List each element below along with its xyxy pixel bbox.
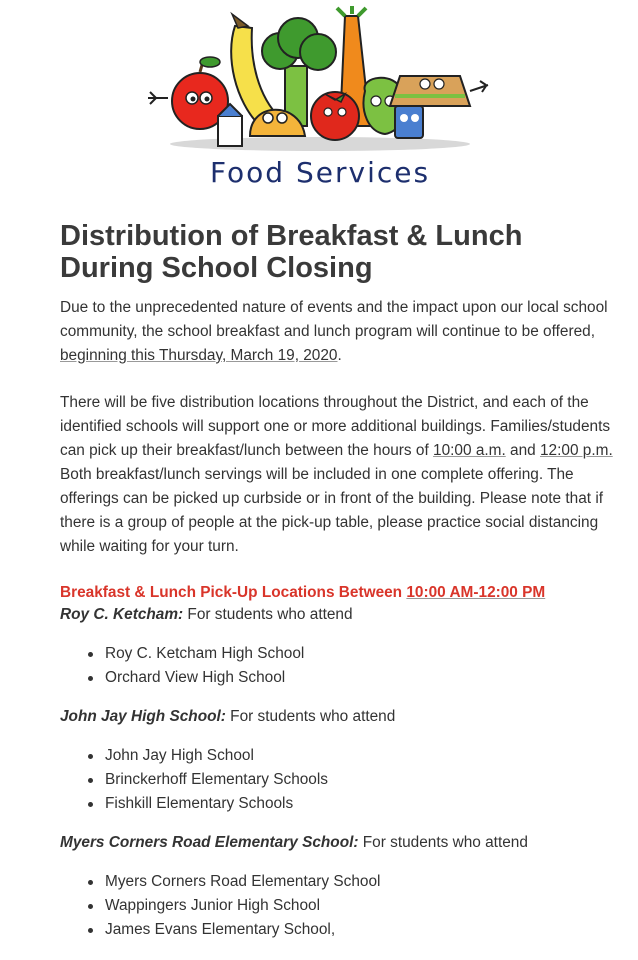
list-item: Brinckerhoff Elementary Schools (88, 768, 328, 792)
site-suffix: For students who attend (225, 708, 396, 725)
list-item: Orchard View High School (88, 666, 304, 690)
site-name: John Jay High School: (60, 708, 226, 725)
site-suffix: For students who attend (358, 834, 528, 851)
cartoon-food-characters-icon (140, 6, 500, 156)
logo-caption: Food Services (209, 156, 431, 189)
site-name: Myers Corners Road Elementary School: (60, 834, 359, 851)
details-text-1: There will be five distribution locations throughout the District, and each of the identified schools will support one or more additional buildings. Families/students can pick up their breakfast/lunch between the hours of (60, 394, 611, 459)
time-start-link[interactable]: 10:00 a.m. (433, 442, 506, 459)
details-and: and (505, 442, 540, 459)
intro-end: . (337, 347, 342, 364)
site-roy-c-ketcham (60, 604, 620, 626)
site-john-jay (60, 706, 620, 728)
list-item: Wappingers Junior High School (88, 894, 380, 918)
list-item: John Jay High School (88, 744, 328, 768)
page-title: Distribution of Breakfast & Lunch During School Closing (60, 220, 523, 284)
list-item: James Evans Elementary School, (88, 918, 380, 942)
pickup-locations-heading (60, 582, 620, 604)
list-item: Myers Corners Road Elementary School (88, 870, 380, 894)
start-date-link[interactable]: beginning this Thursday, March 19, 2020 (60, 347, 338, 364)
site-suffix: For students who attend (183, 606, 353, 623)
pickup-time-link[interactable]: 10:00 AM-12:00 PM (406, 584, 546, 601)
school-list-myers-corners (88, 870, 380, 942)
site-name: Roy C. Ketcham: (60, 606, 184, 623)
pickup-title-prefix: Breakfast & Lunch Pick-Up Locations Between (60, 584, 407, 601)
site-myers-corners (60, 832, 620, 854)
intro-text: Due to the unprecedented nature of events and the impact upon our local school community, the school breakfast and lunch program will continue to be offered, (60, 299, 608, 340)
school-list-ketcham (88, 642, 304, 690)
school-list-john-jay (88, 744, 328, 816)
details-paragraph (60, 391, 620, 559)
intro-paragraph (60, 296, 620, 368)
food-services-logo (140, 6, 500, 196)
list-item: Roy C. Ketcham High School (88, 642, 304, 666)
details-text-2: Both breakfast/lunch servings will be included in one complete offering. The offerings can be picked up curbside or in front of the building. Please note that if there is a group of people at the pick-up table, please practice social distancing while waiting for your turn. (60, 466, 604, 555)
list-item: Fishkill Elementary Schools (88, 792, 328, 816)
time-end-link[interactable]: 12:00 p.m. (540, 442, 613, 459)
